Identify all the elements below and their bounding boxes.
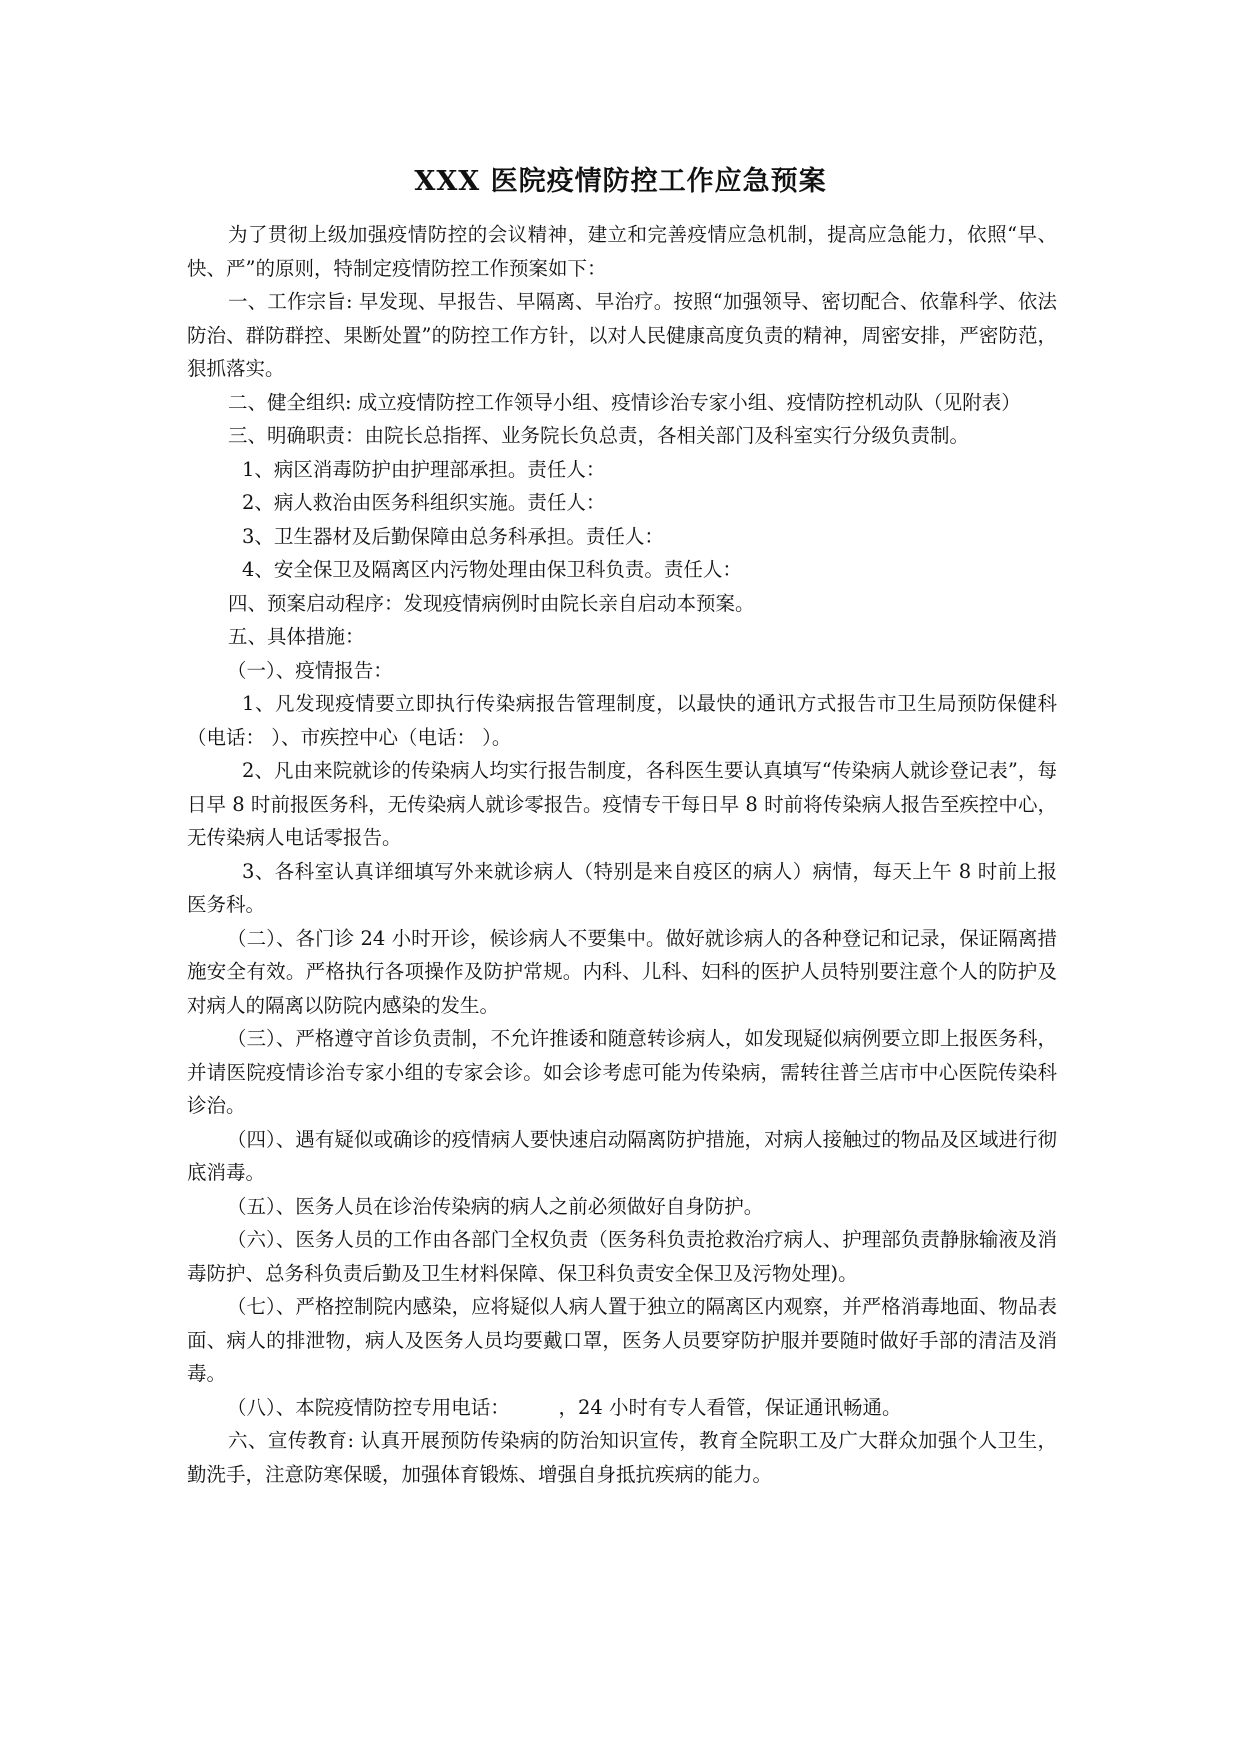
list-item-responsibility-3: 3、卫生器材及后勤保障由总务科承担。责任人： (242, 524, 664, 548)
list-item-report-1: 1、凡发现疫情要立即执行传染病报告管理制度，以最快的通讯方式报告市卫生局预防保健科（电话： ）、市疾控中心（电话： ）。 (187, 692, 1057, 749)
paragraph-measure-4: （四）、遇有疑似或确诊的疫情病人要快速启动隔离防护措施，对病人接触过的物品及区域进行彻底消毒。 (187, 1127, 1057, 1184)
paragraph-organization: 二、健全组织: 成立疫情防控工作领导小组、疫情诊治专家小组、疫情防控机动队（见附表） (228, 390, 1021, 414)
paragraph-measure-3: （三）、严格遵守首诊负责制，不允许推诿和随意转诊病人，如发现疑似病例要立即上报医务科，并请医院疫情诊治专家小组的专家会诊。如会诊考虑可能为传染病，需转往普兰店市中心医院传染科诊治。 (187, 1027, 1057, 1117)
paragraph-intro: 为了贯彻上级加强疫情防控的会议精神，建立和完善疫情应急机制，提高应急能力，依照“早、快、严”的原则，特制定疫情防控工作预案如下： (187, 223, 1057, 280)
paragraph-purpose: 一、工作宗旨: 早发现、早报告、早隔离、早治疗。按照“加强领导、密切配合、依靠科学、依法防治、群防群控、果断处置”的防控工作方针，以对人民健康高度负责的精神，周密安排，严密防范，狠抓落实。 (187, 290, 1057, 380)
paragraph-activation: 四、预案启动程序：发现疫情病例时由院长亲自启动本预案。 (228, 591, 755, 615)
list-item-report-2: 2、凡由来院就诊的传染病人均实行报告制度，各科医生要认真填写“传染病人就诊登记表”，每日早 8 时前报医务科，无传染病人就诊零报告。疫情专干每日早 8 时前将传染病人报告至疾控中心，无传染病人电话零报告。 (187, 759, 1057, 849)
document-title: XXX 医院疫情防控工作应急预案 (414, 166, 827, 197)
paragraph-report-heading: （一）、疫情报告： (227, 658, 393, 682)
list-item-responsibility-2: 2、病人救治由医务科组织实施。责任人： (242, 491, 606, 514)
paragraph-measure-5: （五）、医务人员在诊治传染病的病人之前必须做好自身防护。 (227, 1194, 764, 1218)
list-item-report-3: 3、各科室认真详细填写外来就诊病人（特别是来自疫区的病人）病情，每天上午 8 时前上报医务科。 (187, 859, 1057, 916)
paragraph-measures-heading: 五、具体措施： (228, 625, 365, 648)
paragraph-responsibilities: 三、明确职责：由院长总指挥、业务院长负总责，各相关部门及科室实行分级负责制。 (228, 424, 970, 447)
paragraph-measure-7: （七）、严格控制院内感染，应将疑似人病人置于独立的隔离区内观察，并严格消毒地面、物品表面、病人的排泄物，病人及医务人员均要戴口罩，医务人员要穿防护服并要随时做好手部的清洁及消毒。 (187, 1295, 1057, 1385)
paragraph-measure-2: （二）、各门诊 24 小时开诊，候诊病人不要集中。做好就诊病人的各种登记和记录，保证隔离措施安全有效。严格执行各项操作及防护常规。内科、儿科、妇科的医护人员特别要注意个人的防护及对病人的隔离以防院内感染的发生。 (187, 926, 1057, 1017)
paragraph-measure-6: （六）、医务人员的工作由各部门全权负责（医务科负责抢救治疗病人、护理部负责静脉输液及消毒防护、总务科负责后勤及卫生材料保障、保卫科负责安全保卫及污物处理)。 (187, 1228, 1057, 1285)
document-body (187, 218, 1057, 1491)
paragraph-education: 六、宣传教育: 认真开展预防传染病的防治知识宣传，教育全院职工及广大群众加强个人卫生，勤洗手，注意防寒保暖，加强体育锻炼、增强自身抵抗疾病的能力。 (187, 1429, 1057, 1486)
list-item-responsibility-1: 1、病区消毒防护由护理部承担。责任人： (242, 457, 606, 481)
paragraph-measure-8: （八）、本院疫情防控专用电话： ，24 小时有专人看管，保证通讯畅通。 (227, 1395, 902, 1419)
list-item-responsibility-4: 4、安全保卫及隔离区内污物处理由保卫科负责。责任人： (242, 558, 742, 581)
